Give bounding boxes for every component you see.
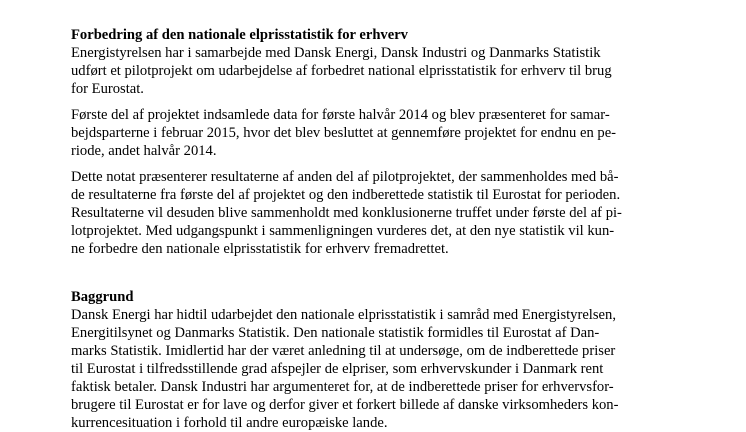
text-line: Resultaterne vil desuden blive sammenholdt med konklusionerne truffet under første del af pi- [71,205,622,221]
text-line: brugere til Eurostat er for lave og derfor giver et forkert billede af danske virksomheders kon- [71,397,619,413]
text-line: de resultaterne fra første del af projektet og den indberettede statistik til Eurostat for perioden. [71,187,621,203]
text-line: Dansk Energi har hidtil udarbejdet den nationale elprisstatistik i samråd med Energistyrelsen, [71,307,616,323]
paragraph [71,306,671,432]
text-line: kurrencesituation i forhold til andre europæiske lande. [71,415,388,431]
section-heading: Baggrund [71,289,134,305]
paragraph [71,44,671,98]
section-baggrund [71,288,671,432]
text-line: marks Statistik. Imidlertid har der været anledning til at undersøge, om de indberettede priser [71,343,616,359]
document-body [71,26,671,432]
paragraph [71,106,671,160]
paragraph [71,168,671,258]
section-elprisstatistik [71,26,671,258]
text-line: faktisk betaler. Dansk Industri har argumenteret for, at de indberettede priser for erhvervsfor- [71,379,614,395]
text-line: udført et pilotprojekt om udarbejdelse af forbedret national elprisstatistik for erhverv til brug [71,63,612,79]
text-line: riode, andet halvår 2014. [71,143,217,159]
text-line: bejdsparterne i februar 2015, hvor det blev besluttet at gennemføre projektet for endnu en pe- [71,125,617,141]
section-heading: Forbedring af den nationale elprisstatistik for erhverv [71,27,408,43]
text-line: Energitilsynet og Danmarks Statistik. Den nationale statistik formidles til Eurostat af Dan- [71,325,600,341]
text-line: Første del af projektet indsamlede data for første halvår 2014 og blev præsenteret for samar- [71,107,610,123]
text-line: lotprojektet. Med udgangspunkt i sammenligningen vurderes det, at den nye statistik vil kun- [71,223,615,239]
text-line: til Eurostat i tilfredsstillende grad afspejler de elpriser, som erhvervskunder i Danmark rent [71,361,604,377]
text-line: Dette notat præsenterer resultaterne af anden del af pilotprojektet, der sammenholdes med bå- [71,169,619,185]
text-line: for Eurostat. [71,81,144,97]
text-line: Energistyrelsen har i samarbejde med Dansk Energi, Dansk Industri og Danmarks Statistik [71,45,601,61]
text-line: ne forbedre den nationale elprisstatistik for erhverv fremadrettet. [71,241,449,257]
